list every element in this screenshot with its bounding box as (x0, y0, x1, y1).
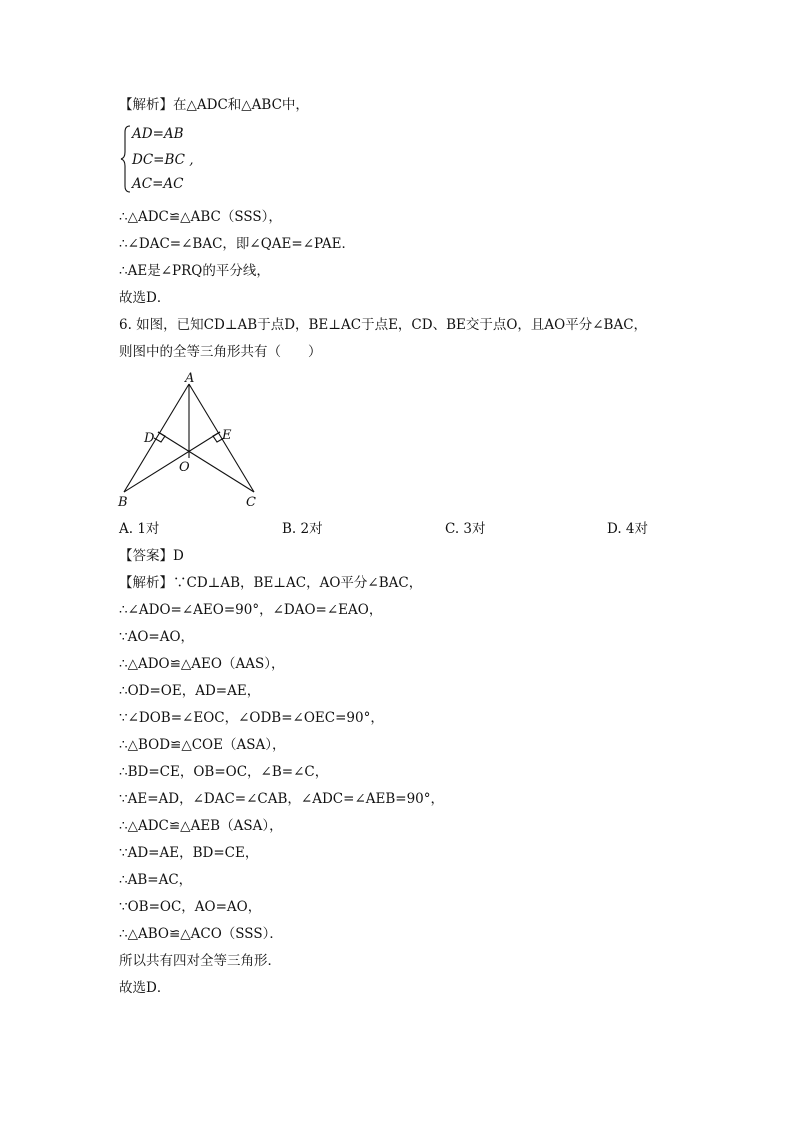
text-line: ∴△ADO≌△AEO（AAS）， (119, 656, 285, 672)
option-c: C. 3对 (445, 521, 486, 537)
text-line: ∴∠DAC=∠BAC，即∠QAE=∠PAE． (119, 236, 355, 252)
text-line: ∴OD=OE，AD=AE， (119, 683, 261, 699)
system-eq-3: AC=AC (132, 176, 184, 192)
label-b: B (118, 495, 128, 510)
text-line: ∵OB=OC，AO=AO， (119, 899, 262, 915)
triangle-figure (112, 370, 272, 515)
system-eq-1: AD=AB (132, 126, 184, 142)
text-line: 所以共有四对全等三角形． (119, 953, 281, 969)
label-e: E (222, 428, 232, 443)
option-d: D. 4对 (607, 521, 649, 537)
text-line: 则图中的全等三角形共有（ ） (119, 344, 322, 360)
text-line: ∴AB=AC， (119, 872, 193, 888)
text-line: 【解析】在△ADC和△ABC中， (119, 97, 309, 113)
option-a: A. 1对 (119, 521, 160, 537)
option-b: B. 2对 (282, 521, 323, 537)
text-line: 6. 如图，已知CD⊥AB于点D，BE⊥AC于点E，CD、BE交于点O，且AO平分∠BAC， (119, 317, 648, 333)
system-eq-2: DC=BC , (132, 152, 194, 168)
text-line: ∴△ADC≌△ABC（SSS）， (119, 209, 282, 225)
text-line: ∴△ABO≌△ACO（SSS）． (119, 926, 283, 942)
text-line: ∴△BOD≌△COE（ASA）， (119, 737, 286, 753)
text-line: ∵AD=AE，BD=CE， (119, 845, 259, 861)
label-a: A (185, 371, 195, 386)
text-line: 故选D． (119, 980, 171, 996)
text-line: ∴BD=CE，OB=OC，∠B=∠C， (119, 764, 329, 780)
text-line: ∴∠ADO=∠AEO=90°，∠DAO=∠EAO， (119, 602, 383, 618)
segment-ab (124, 384, 189, 492)
label-o: O (179, 460, 190, 475)
text-line: 故选D． (119, 290, 171, 306)
text-line: ∵AE=AD，∠DAC=∠CAB，∠ADC=∠AEB=90°， (119, 791, 445, 807)
text-line: ∴△ADC≌△AEB（ASA）， (119, 818, 283, 834)
system-brace (119, 124, 133, 194)
text-line: ∵AO=AO， (119, 629, 195, 645)
text-line: 【答案】D (119, 548, 184, 564)
text-line: ∴AE是∠PRQ的平分线， (119, 263, 270, 279)
label-d: D (144, 431, 155, 446)
text-line: ∵∠DOB=∠EOC，∠ODB=∠OEC=90°， (119, 710, 384, 726)
label-c: C (246, 495, 256, 510)
text-line: 【解析】∵CD⊥AB，BE⊥AC，AO平分∠BAC， (119, 575, 423, 591)
